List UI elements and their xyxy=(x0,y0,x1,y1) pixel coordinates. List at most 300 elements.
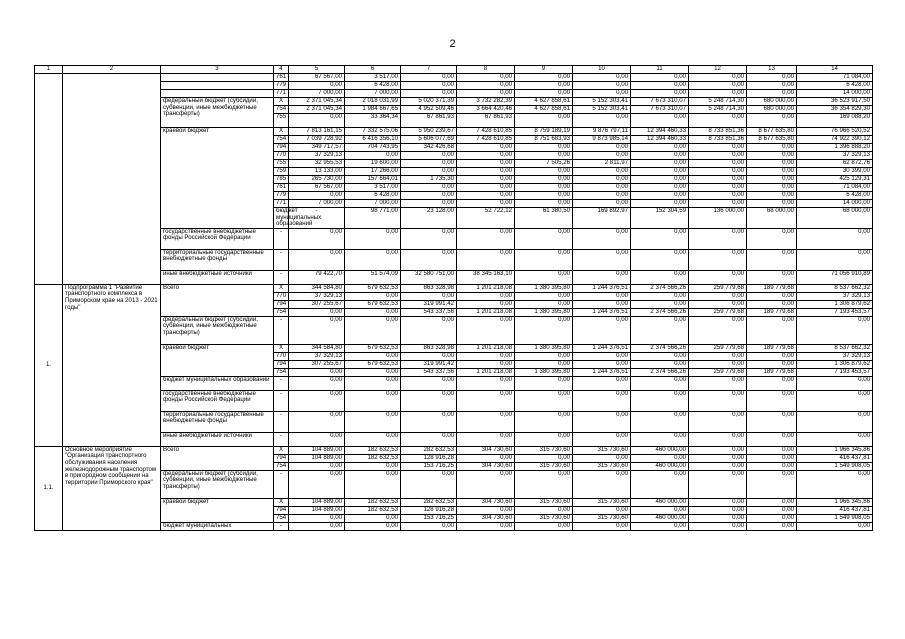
amount-cell: 0,00 xyxy=(573,249,631,270)
budget-code-cell: 759 xyxy=(274,168,289,176)
amount-cell: 0,00 xyxy=(457,292,515,300)
amount-cell: 12 394 460,33 xyxy=(631,128,689,136)
amount-cell: 0,00 xyxy=(345,292,401,300)
amount-cell: 1 306 879,62 xyxy=(797,300,873,308)
amount-cell: 104 889,00 xyxy=(289,506,345,514)
amount-cell: 0,00 xyxy=(457,522,515,530)
amount-cell: 0,00 xyxy=(747,506,797,514)
budget-table-sheet xyxy=(34,65,872,531)
amount-cell: 416 437,81 xyxy=(797,454,873,462)
amount-cell: 0,00 xyxy=(345,249,401,270)
budget-code-cell: - xyxy=(274,522,289,530)
amount-cell: 0,00 xyxy=(457,74,515,82)
amount-cell: 0,00 xyxy=(573,300,631,308)
amount-cell: 0,00 xyxy=(797,470,873,498)
amount-cell: 0,00 xyxy=(631,160,689,168)
amount-cell: 0,00 xyxy=(747,152,797,160)
amount-cell: 37 329,13 xyxy=(797,292,873,300)
amount-cell: 0,00 xyxy=(515,184,573,192)
column-number: 7 xyxy=(401,66,457,74)
amount-cell: 0,00 xyxy=(631,454,689,462)
amount-cell: 0,00 xyxy=(401,522,457,530)
budget-table xyxy=(34,65,873,531)
amount-cell: 0,00 xyxy=(573,522,631,530)
amount-cell: 0,00 xyxy=(457,470,515,498)
amount-cell: 0,00 xyxy=(457,90,515,98)
amount-cell: 0,00 xyxy=(689,228,747,249)
budget-code-cell: 794 xyxy=(274,506,289,514)
amount-cell: 0,00 xyxy=(457,144,515,152)
program-name-cell: Основное мероприятие "Организация транспортного обслуживания населения железнодорожным транспортом в пригородном сообщении на территории Приморского края" xyxy=(63,446,161,530)
amount-cell: 3 732 282,39 xyxy=(457,98,515,106)
amount-cell: 1 244 376,51 xyxy=(573,368,631,376)
budget-code-cell: - xyxy=(274,376,289,390)
column-number: 13 xyxy=(747,66,797,74)
table-row xyxy=(35,228,873,249)
amount-cell: 0,00 xyxy=(289,411,345,432)
amount-cell: 0,00 xyxy=(747,470,797,498)
budget-code-cell: 770 xyxy=(274,152,289,160)
budget-code-cell: X xyxy=(274,98,289,106)
amount-cell: 0,00 xyxy=(345,411,401,432)
funding-source-cell: территориальные государственные внебюджетные фонды xyxy=(161,249,274,270)
budget-code-cell: X xyxy=(274,284,289,292)
amount-cell: 0,00 xyxy=(747,90,797,98)
amount-cell: 0,00 xyxy=(401,184,457,192)
amount-cell: 0,00 xyxy=(747,176,797,184)
amount-cell: 67 567,00 xyxy=(289,74,345,82)
amount-cell: 0,00 xyxy=(515,192,573,200)
amount-cell: 0,00 xyxy=(401,390,457,411)
column-number: 3 xyxy=(161,66,274,74)
amount-cell: 12 394 460,33 xyxy=(631,136,689,144)
amount-cell: 259 779,68 xyxy=(689,284,747,292)
amount-cell: 1 966 345,86 xyxy=(797,498,873,506)
amount-cell: 7 332 575,06 xyxy=(345,128,401,136)
amount-cell: 0,00 xyxy=(457,506,515,514)
amount-cell: 32 580 751,00 xyxy=(401,270,457,284)
amount-cell: 0,00 xyxy=(345,462,401,470)
amount-cell: 136 000,00 xyxy=(689,208,747,229)
amount-cell: 4 627 858,61 xyxy=(515,106,573,114)
budget-code-cell: - xyxy=(274,411,289,432)
amount-cell: 71 056 910,89 xyxy=(797,270,873,284)
amount-cell: 0,00 xyxy=(573,152,631,160)
amount-cell: 8 537 662,32 xyxy=(797,284,873,292)
amount-cell: 0,00 xyxy=(631,152,689,160)
column-number: 6 xyxy=(345,66,401,74)
budget-code-cell: - xyxy=(274,470,289,498)
amount-cell: 3 664 420,46 xyxy=(457,106,515,114)
amount-cell: 37 329,13 xyxy=(797,152,873,160)
amount-cell: 0,00 xyxy=(747,432,797,446)
amount-cell: 37 329,13 xyxy=(289,352,345,360)
amount-cell: 2 371 045,34 xyxy=(289,106,345,114)
amount-cell: 0,00 xyxy=(747,446,797,454)
amount-cell: 0,00 xyxy=(457,411,515,432)
amount-cell: 0,00 xyxy=(289,316,345,344)
amount-cell: 0,00 xyxy=(457,300,515,308)
amount-cell: 0,00 xyxy=(457,192,515,200)
funding-source-cell: краевой бюджет xyxy=(161,344,274,376)
amount-cell: 0,00 xyxy=(689,462,747,470)
amount-cell: 5 152 303,41 xyxy=(573,106,631,114)
amount-cell: 4 627 858,61 xyxy=(515,98,573,106)
amount-cell: 0,00 xyxy=(689,432,747,446)
amount-cell: 0,00 xyxy=(515,316,573,344)
amount-cell: 259 779,68 xyxy=(689,308,747,316)
budget-code-cell: X xyxy=(274,344,289,352)
program-name-cell: Подпрограмма 1 "Развитие транспортного комплекса в Приморском крае на 2013 - 2021 годы" xyxy=(63,284,161,446)
amount-cell: 0,00 xyxy=(457,376,515,390)
amount-cell: 319 991,42 xyxy=(401,360,457,368)
amount-cell: 679 632,53 xyxy=(345,284,401,292)
amount-cell: 0,00 xyxy=(457,228,515,249)
amount-cell: 0,00 xyxy=(457,168,515,176)
amount-cell: 0,00 xyxy=(747,144,797,152)
amount-cell: 0,00 xyxy=(345,308,401,316)
amount-cell: 6 428,00 xyxy=(345,192,401,200)
amount-cell: 52 722,12 xyxy=(457,208,515,229)
budget-code-cell: 755 xyxy=(274,114,289,128)
amount-cell: 7 673 310,07 xyxy=(631,98,689,106)
amount-cell: 0,00 xyxy=(747,390,797,411)
funding-source-cell: территориальные государственные внебюджетные фонды xyxy=(161,411,274,432)
amount-cell: 0,00 xyxy=(515,411,573,432)
amount-cell: 0,00 xyxy=(457,160,515,168)
budget-code-cell: X xyxy=(274,498,289,506)
amount-cell: 0,00 xyxy=(515,82,573,90)
amount-cell: 0,00 xyxy=(631,316,689,344)
amount-cell: 74 922 390,12 xyxy=(797,136,873,144)
funding-source-cell: иные внебюджетные источники xyxy=(161,432,274,446)
table-row xyxy=(35,470,873,498)
amount-cell: 1 201 218,08 xyxy=(457,308,515,316)
column-number: 5 xyxy=(289,66,345,74)
amount-cell: 0,00 xyxy=(797,411,873,432)
column-number: 2 xyxy=(63,66,161,74)
amount-cell: 0,00 xyxy=(515,522,573,530)
budget-code-cell: 754 xyxy=(274,106,289,114)
amount-cell: 2 811,97 xyxy=(573,160,631,168)
amount-cell: 342 426,68 xyxy=(401,144,457,152)
amount-cell: 0,00 xyxy=(631,522,689,530)
amount-cell: 0,00 xyxy=(515,152,573,160)
amount-cell: 680 000,00 xyxy=(747,106,797,114)
amount-cell: 0,00 xyxy=(689,82,747,90)
amount-cell: 0,00 xyxy=(515,376,573,390)
amount-cell: 304 730,60 xyxy=(457,514,515,522)
amount-cell: 0,00 xyxy=(573,168,631,176)
amount-cell: 128 916,28 xyxy=(401,506,457,514)
amount-cell: 543 337,56 xyxy=(401,308,457,316)
amount-cell: 0,00 xyxy=(515,144,573,152)
amount-cell: 0,00 xyxy=(689,192,747,200)
amount-cell: 0,00 xyxy=(689,270,747,284)
amount-cell: 0,00 xyxy=(515,454,573,462)
budget-code-cell: 754 xyxy=(274,514,289,522)
amount-cell: 9 876 797,11 xyxy=(573,128,631,136)
budget-code-cell: 755 xyxy=(274,160,289,168)
amount-cell: 0,00 xyxy=(631,506,689,514)
amount-cell: 0,00 xyxy=(797,249,873,270)
amount-cell: 4 952 509,46 xyxy=(401,106,457,114)
amount-cell: 71 084,00 xyxy=(797,74,873,82)
amount-cell: 7 000,00 xyxy=(345,90,401,98)
amount-cell: 30 399,00 xyxy=(797,168,873,176)
column-number: 14 xyxy=(797,66,873,74)
amount-cell: 0,00 xyxy=(573,144,631,152)
amount-cell: 8 759 189,19 xyxy=(515,128,573,136)
amount-cell: 36 523 917,50 xyxy=(797,98,873,106)
amount-cell: 0,00 xyxy=(631,114,689,128)
amount-cell: 0,00 xyxy=(515,270,573,284)
amount-cell: 0,00 xyxy=(747,160,797,168)
amount-cell: 259 779,68 xyxy=(689,368,747,376)
amount-cell: 2 374 566,26 xyxy=(631,368,689,376)
amount-cell: 0,00 xyxy=(797,432,873,446)
amount-cell: 0,00 xyxy=(689,454,747,462)
amount-cell: 13 133,00 xyxy=(289,168,345,176)
amount-cell: 23 128,00 xyxy=(401,208,457,229)
budget-code-cell: - xyxy=(274,228,289,249)
column-number: 4 xyxy=(274,66,289,74)
amount-cell: 153 716,25 xyxy=(401,462,457,470)
amount-cell: 38 345 163,10 xyxy=(457,270,515,284)
amount-cell: 6 428,00 xyxy=(797,82,873,90)
funding-source-cell xyxy=(161,74,274,82)
amount-cell: 182 632,53 xyxy=(345,454,401,462)
amount-cell: 8 677 635,80 xyxy=(747,136,797,144)
amount-cell: 0,00 xyxy=(457,432,515,446)
amount-cell: 2 371 045,34 xyxy=(289,98,345,106)
table-row xyxy=(35,376,873,390)
amount-cell: 0,00 xyxy=(689,144,747,152)
amount-cell: 0,00 xyxy=(345,376,401,390)
amount-cell: 0,00 xyxy=(747,462,797,470)
budget-code-cell: 754 xyxy=(274,368,289,376)
budget-code-cell: 779 xyxy=(274,192,289,200)
amount-cell: 1 306 879,62 xyxy=(797,360,873,368)
amount-cell: 1 244 376,51 xyxy=(573,284,631,292)
amount-cell: 152 304,59 xyxy=(631,208,689,229)
column-number: 10 xyxy=(573,66,631,74)
amount-cell: 182 632,53 xyxy=(345,506,401,514)
amount-cell: 0,00 xyxy=(289,114,345,128)
amount-cell: 1 549 908,05 xyxy=(797,462,873,470)
amount-cell: 315 730,60 xyxy=(573,498,631,506)
amount-cell: 0,00 xyxy=(573,90,631,98)
amount-cell: 0,00 xyxy=(747,168,797,176)
amount-cell: 0,00 xyxy=(689,74,747,82)
amount-cell: 0,00 xyxy=(345,152,401,160)
table-row xyxy=(35,270,873,284)
amount-cell: 157 664,01 xyxy=(345,176,401,184)
funding-source-cell: государственные внебюджетные фонды Российской Федерации xyxy=(161,228,274,249)
amount-cell: 0,00 xyxy=(747,316,797,344)
amount-cell: 76 966 520,52 xyxy=(797,128,873,136)
amount-cell: 416 437,81 xyxy=(797,506,873,514)
amount-cell: 104 889,00 xyxy=(289,454,345,462)
funding-source-cell xyxy=(161,82,274,90)
amount-cell: 0,00 xyxy=(747,228,797,249)
amount-cell: 0,00 xyxy=(573,470,631,498)
amount-cell: 0,00 xyxy=(401,376,457,390)
table-row xyxy=(35,411,873,432)
amount-cell: 0,00 xyxy=(689,446,747,454)
amount-cell: 0,00 xyxy=(573,432,631,446)
amount-cell: 0,00 xyxy=(457,82,515,90)
amount-cell: 6 428,00 xyxy=(345,82,401,90)
amount-cell: 104 889,00 xyxy=(289,498,345,506)
amount-cell: 2 374 566,26 xyxy=(631,284,689,292)
amount-cell: 0,00 xyxy=(631,82,689,90)
amount-cell: 0,00 xyxy=(689,376,747,390)
amount-cell: 1 966 345,86 xyxy=(797,446,873,454)
amount-cell: 0,00 xyxy=(747,376,797,390)
amount-cell: 344 584,80 xyxy=(289,344,345,352)
amount-cell: 265 730,00 xyxy=(289,176,345,184)
funding-source-cell: государственные внебюджетные фонды Российской Федерации xyxy=(161,390,274,411)
budget-code-cell: 770 xyxy=(274,292,289,300)
budget-code-cell: 794 xyxy=(274,360,289,368)
row-number-cell xyxy=(35,74,63,285)
amount-cell: 0,00 xyxy=(289,82,345,90)
amount-cell: 460 000,00 xyxy=(631,514,689,522)
amount-cell: 0,00 xyxy=(747,192,797,200)
amount-cell: 0,00 xyxy=(573,184,631,192)
amount-cell: 19 600,00 xyxy=(345,160,401,168)
amount-cell: 0,00 xyxy=(631,300,689,308)
amount-cell: 7 428 610,85 xyxy=(457,136,515,144)
amount-cell: 1 396 888,20 xyxy=(797,144,873,152)
amount-cell: 0,00 xyxy=(631,292,689,300)
amount-cell: 189 779,68 xyxy=(747,368,797,376)
funding-source-cell: краевой бюджет xyxy=(161,128,274,229)
amount-cell: 14 000,00 xyxy=(797,90,873,98)
funding-source-cell: иные внебюджетные источники xyxy=(161,270,274,284)
amount-cell: 0,00 xyxy=(289,470,345,498)
amount-cell: 0,00 xyxy=(631,249,689,270)
amount-cell: 0,00 xyxy=(573,200,631,208)
amount-cell: 0,00 xyxy=(631,352,689,360)
amount-cell: 0,00 xyxy=(689,114,747,128)
column-number: 12 xyxy=(689,66,747,74)
amount-cell: 8 677 635,80 xyxy=(747,128,797,136)
amount-cell: 0,00 xyxy=(401,352,457,360)
amount-cell: 0,00 xyxy=(689,249,747,270)
amount-cell: 460 000,00 xyxy=(631,446,689,454)
amount-cell: 0,00 xyxy=(689,522,747,530)
amount-cell: 0,00 xyxy=(747,352,797,360)
amount-cell: 169 088,20 xyxy=(797,114,873,128)
amount-cell: 5 152 303,41 xyxy=(573,98,631,106)
funding-source-cell: федеральный бюджет (субсидии, субвенции, иные межбюджетные трансферты) xyxy=(161,470,274,498)
amount-cell: 0,00 xyxy=(797,228,873,249)
amount-cell: 679 632,53 xyxy=(345,344,401,352)
amount-cell: 0,00 xyxy=(289,368,345,376)
amount-cell: 0,00 xyxy=(747,514,797,522)
amount-cell: 61 380,50 xyxy=(515,208,573,229)
amount-cell: 98 771,00 xyxy=(345,208,401,229)
amount-cell: 0,00 xyxy=(289,462,345,470)
amount-cell: 51 574,09 xyxy=(345,270,401,284)
amount-cell: 0,00 xyxy=(689,470,747,498)
amount-cell: 7 673 310,07 xyxy=(631,106,689,114)
amount-cell: 0,00 xyxy=(457,152,515,160)
amount-cell: 0,00 xyxy=(689,506,747,514)
amount-cell: 0,00 xyxy=(573,176,631,184)
amount-cell: 0,00 xyxy=(401,82,457,90)
amount-cell: 0,00 xyxy=(689,152,747,160)
amount-cell: 543 337,56 xyxy=(401,368,457,376)
amount-cell: 0,00 xyxy=(457,249,515,270)
amount-cell: 0,00 xyxy=(689,184,747,192)
amount-cell: 0,00 xyxy=(631,470,689,498)
amount-cell: 425 129,31 xyxy=(797,176,873,184)
amount-cell: 0,00 xyxy=(747,498,797,506)
amount-cell: 7 813 161,15 xyxy=(289,128,345,136)
amount-cell: 0,00 xyxy=(289,376,345,390)
amount-cell: 1 244 376,51 xyxy=(573,308,631,316)
budget-code-cell: 785 xyxy=(274,176,289,184)
amount-cell: 0,00 xyxy=(631,144,689,152)
amount-cell: 9 873 985,14 xyxy=(573,136,631,144)
funding-source-cell: краевой бюджет xyxy=(161,498,274,522)
amount-cell: 0,00 xyxy=(401,470,457,498)
budget-code-cell: 794 xyxy=(274,454,289,462)
amount-cell: 0,00 xyxy=(747,360,797,368)
amount-cell: 7 193 453,57 xyxy=(797,308,873,316)
amount-cell: 0,00 xyxy=(747,292,797,300)
funding-source-cell: бюджет муниципальных образований xyxy=(161,376,274,390)
amount-cell: 5 606 077,69 xyxy=(401,136,457,144)
amount-cell: 8 537 662,32 xyxy=(797,344,873,352)
amount-cell: 0,00 xyxy=(689,411,747,432)
amount-cell: 460 000,00 xyxy=(631,498,689,506)
amount-cell: 0,00 xyxy=(457,352,515,360)
amount-cell: 0,00 xyxy=(573,292,631,300)
amount-cell: 0,00 xyxy=(457,184,515,192)
amount-cell: 0,00 xyxy=(515,90,573,98)
amount-cell: 0,00 xyxy=(747,74,797,82)
amount-cell: 0,00 xyxy=(689,316,747,344)
amount-cell: 0,00 xyxy=(515,176,573,184)
funding-source-cell: федеральный бюджет (субсидии, субвенции, иные межбюджетные трансферты) xyxy=(161,316,274,344)
amount-cell: 2 374 566,26 xyxy=(631,308,689,316)
amount-cell: 1 201 218,08 xyxy=(457,284,515,292)
amount-cell: 0,00 xyxy=(689,292,747,300)
amount-cell: 0,00 xyxy=(747,522,797,530)
amount-cell: 315 730,60 xyxy=(515,514,573,522)
amount-cell: 6 428,00 xyxy=(797,192,873,200)
amount-cell: 189 779,68 xyxy=(747,308,797,316)
amount-cell: 14 000,00 xyxy=(797,200,873,208)
amount-cell: 0,00 xyxy=(573,506,631,514)
funding-source-cell: Всего xyxy=(161,284,274,316)
amount-cell: 863 328,98 xyxy=(401,344,457,352)
amount-cell: 67 861,93 xyxy=(401,114,457,128)
amount-cell: 5 248 714,30 xyxy=(689,98,747,106)
amount-cell: 0,00 xyxy=(631,411,689,432)
amount-cell: 104 889,00 xyxy=(289,446,345,454)
table-row xyxy=(35,249,873,270)
amount-cell: 3 517,00 xyxy=(345,74,401,82)
amount-cell: 0,00 xyxy=(689,176,747,184)
amount-cell: 67 567,00 xyxy=(289,184,345,192)
amount-cell: 6 416 356,10 xyxy=(345,136,401,144)
amount-cell: 0,00 xyxy=(515,168,573,176)
